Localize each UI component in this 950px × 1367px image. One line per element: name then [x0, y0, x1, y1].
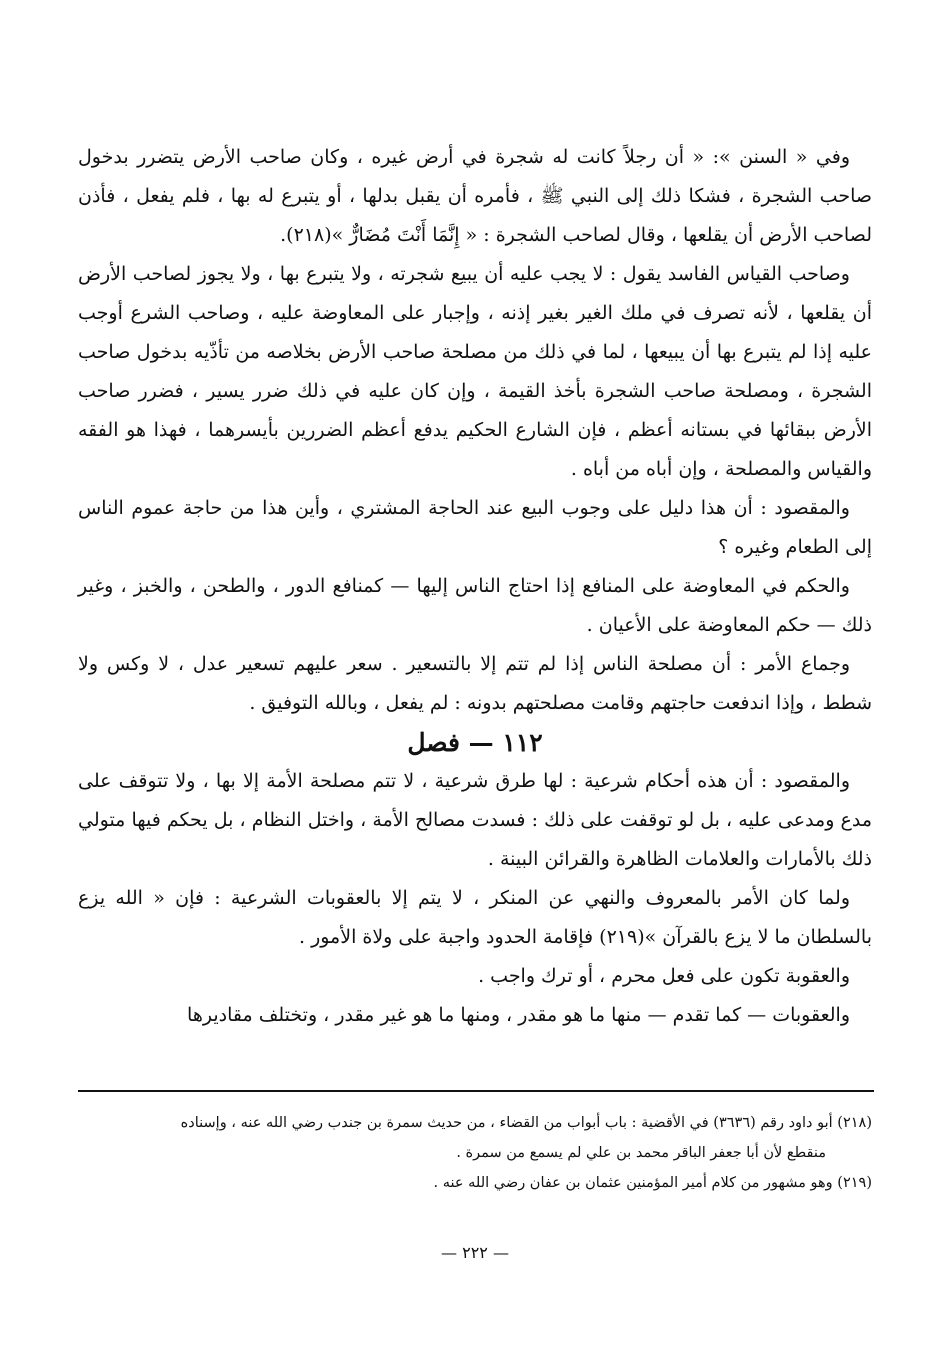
page-number: — ٢٢٢ — [441, 1243, 509, 1262]
footnote-219: (٢١٩) وهو مشهور من كلام أمير المؤمنين عثمان بن عفان رضي الله عنه . [433, 1175, 872, 1191]
footnotes [78, 1108, 872, 1198]
footnote-218-line-1: (٢١٨) أبو داود رقم (٣٦٣٦) في الأقضية : باب أبواب من القضاء ، من حديث سمرة بن جندب رضي الله عنه ، وإسناده [180, 1115, 872, 1131]
paragraph-9: والعقوبات — كما تقدم — منها ما هو مقدر ، ومنها ما هو غير مقدر ، وتختلف مقاديرها [187, 1004, 850, 1026]
paragraph-8: والعقوبة تكون على فعل محرم ، أو ترك واجب . [478, 965, 850, 987]
paragraph-4: والحكم في المعاوضة على المنافع إذا احتاج الناس إليها — كمنافع الدور ، والطحن ، والخبز ، وغير ذلك — حكم المعاوضة على الأعيان . [78, 575, 872, 636]
paragraph-2: وصاحب القياس الفاسد يقول : لا يجب عليه أن يبيع شجرته ، ولا يتبرع بها ، ولا يجوز لصاحب الأرض أن يقلعها ، لأنه تصرف في ملك الغير بغير إذنه ، وإجبار على المعاوضة عليه ، وصاحب الشرع أوجب عليه إذا لم يتبرع بها أن يبيعها ، لما في ذلك من مصلحة صاحب الأرض بخلاصه من تأذّيه بدخول صاحب الشجرة ، ومصلحة صاحب الشجرة بأخذ القيمة ، وإن كان عليه في ذلك ضرر يسير ، فضرر صاحب الأرض ببقائها في بستانه أعظم ، فإن الشارع الحكيم يدفع أعظم الضررين بأيسرهما ، فهذا هو الفقه والقياس والمصلحة ، وإن أباه من أباه . [78, 263, 872, 480]
paragraph-3: والمقصود : أن هذا دليل على وجوب البيع عند الحاجة المشتري ، وأين هذا من حاجة عموم الناس إلى الطعام وغيره ؟ [78, 497, 872, 558]
main-text [78, 138, 872, 1035]
footnote-separator [78, 1090, 874, 1092]
paragraph-5: وجماع الأمر : أن مصلحة الناس إذا لم تتم إلا بالتسعير . سعر عليهم تسعير عدل ، لا وكس ولا شطط ، وإذا اندفعت حاجتهم وقامت مصلحتهم بدونه : لم يفعل ، وبالله التوفيق . [78, 653, 872, 714]
paragraph-6: والمقصود : أن هذه أحكام شرعية : لها طرق شرعية ، لا تتم مصلحة الأمة إلا بها ، ولا تتوقف على مدع ومدعى عليه ، بل لو توقفت على ذلك : فسدت مصالح الأمة ، واختل النظام ، بل يحكم فيها متولي ذلك بالأمارات والعلامات الظاهرة والقرائن البينة . [78, 770, 872, 870]
paragraph-7: ولما كان الأمر بالمعروف والنهي عن المنكر ، لا يتم إلا بالعقوبات الشرعية : فإن « الله يزع بالسلطان ما لا يزع بالقرآن »(٢١٩) فإقامة الحدود واجبة على ولاة الأمور . [78, 887, 872, 948]
footnote-218-line-2: منقطع لأن أبا جعفر الباقر محمد بن علي لم يسمع من سمرة . [456, 1145, 826, 1161]
section-heading: ١١٢ — فصل [407, 728, 543, 757]
paragraph-1: وفي « السنن »: « أن رجلاً كانت له شجرة في أرض غيره ، وكان صاحب الأرض يتضرر بدخول صاحب الشجرة ، فشكا ذلك إلى النبي ﷺ ، فأمره أن يقبل بدلها ، أو يتبرع له بها ، فلم يفعل ، فأذن لصاحب الأرض أن يقلعها ، وقال لصاحب الشجرة : « إِنَّمَا أَنْتَ مُضَارٌّ »(٢١٨). [78, 146, 872, 246]
